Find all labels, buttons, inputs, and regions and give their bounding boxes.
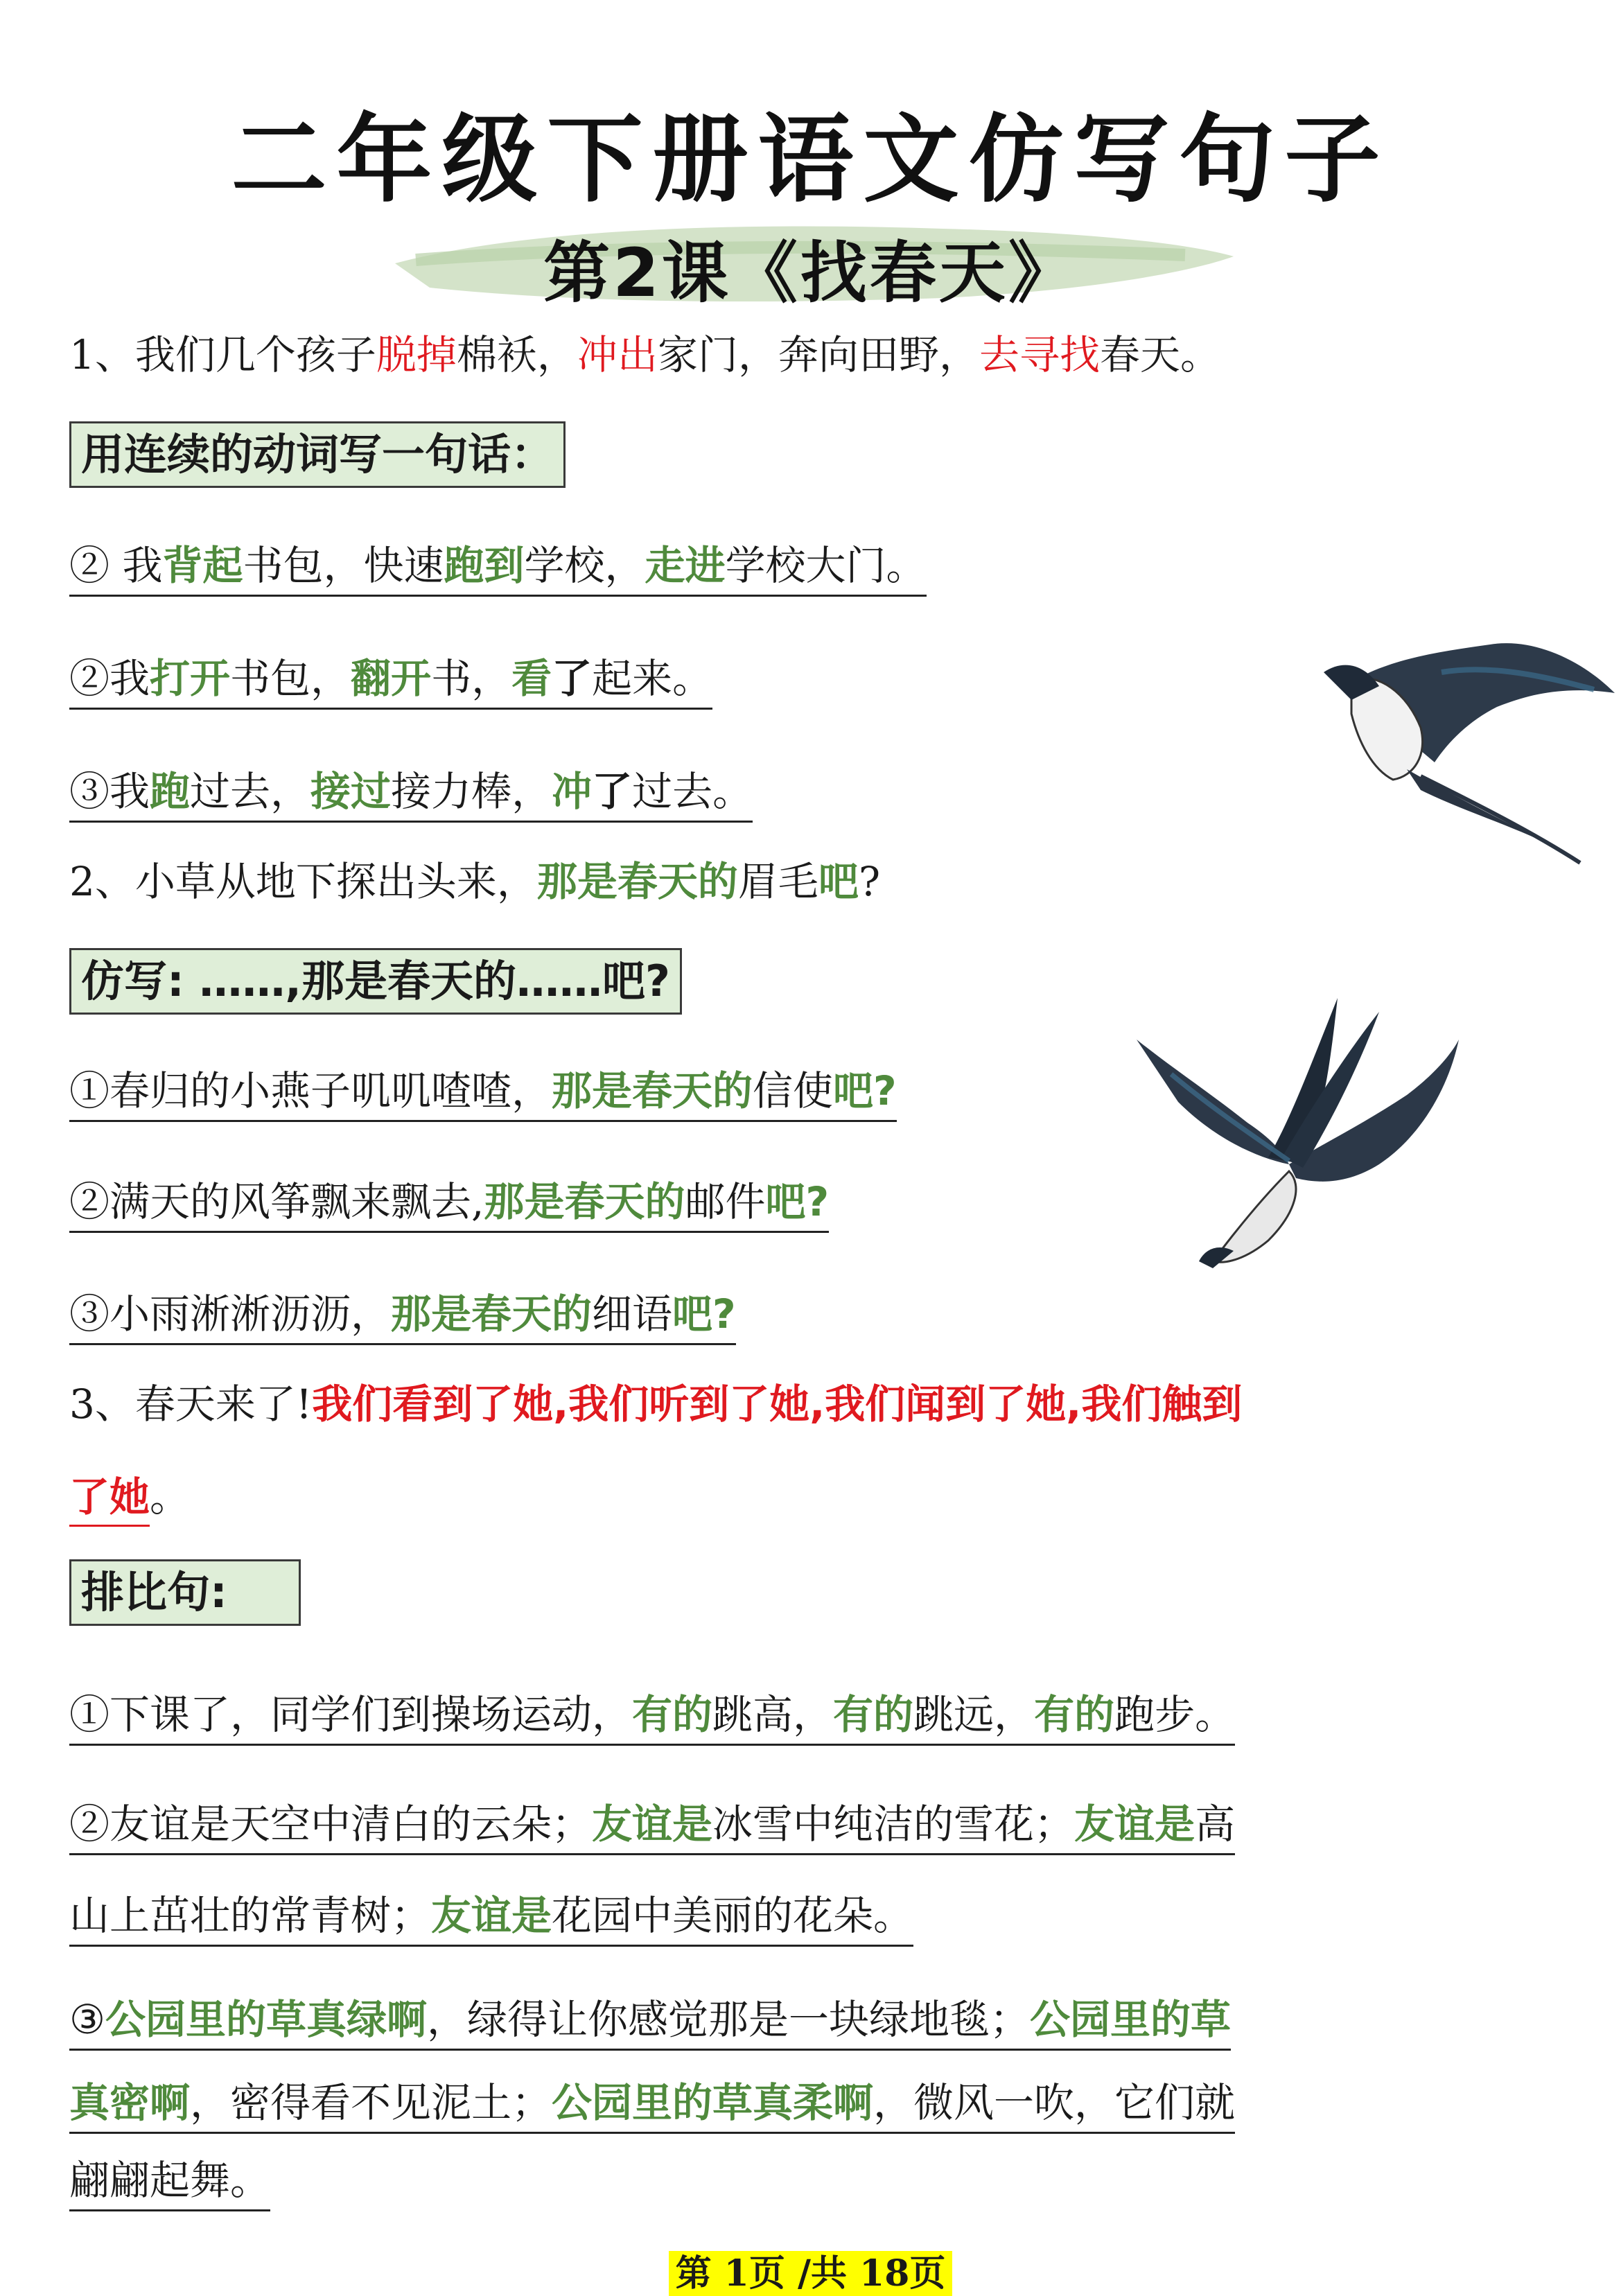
highlight: 那是春天的	[391, 1290, 593, 1338]
swallow-illustration-1	[1303, 631, 1621, 866]
example-1	[69, 542, 927, 597]
text: 1、我们几个孩子	[69, 331, 376, 378]
text: 邮件	[685, 1178, 766, 1225]
text: 山上茁壮的常青树；	[69, 1892, 432, 1939]
text: ②我	[69, 655, 150, 702]
text: ①春归的小燕子叽叽喳喳，	[69, 1067, 552, 1114]
text: 起来。	[592, 655, 713, 702]
verb: 脱掉	[376, 331, 457, 378]
page-title: 二年级下册语文仿写句子	[231, 104, 1390, 216]
task-box-parallelism: 排比句:	[69, 1559, 301, 1626]
text: 跳高，	[712, 1691, 834, 1738]
highlight: 友谊是	[592, 1800, 713, 1848]
highlight: 那是春天的	[484, 1178, 685, 1225]
highlight: 吧?	[833, 1067, 897, 1114]
sentence-1	[69, 331, 1220, 380]
text: 信使	[753, 1067, 834, 1114]
text: ①下课了，同学们到操场运动，	[69, 1691, 633, 1738]
text: 翩翩起舞。	[69, 2157, 271, 2204]
text: 学校大门。	[725, 542, 927, 589]
text: 过去。	[632, 768, 753, 815]
text: 眉毛	[737, 858, 818, 905]
text: 书，	[431, 655, 512, 702]
verb: 跑	[150, 768, 191, 815]
text: ②满天的风筝飘来飘去,	[69, 1178, 484, 1225]
sentence-3-cont	[69, 1473, 190, 1522]
parallel-1	[69, 1691, 1235, 1746]
particle: 了	[592, 768, 633, 815]
text: ③	[69, 1996, 105, 2043]
highlight: 有的	[833, 1691, 914, 1738]
text: 跑步。	[1114, 1691, 1236, 1738]
highlight: 有的	[632, 1691, 713, 1738]
highlight: 吧?	[765, 1178, 830, 1225]
highlight: 吧	[818, 858, 859, 905]
text: 学校，	[524, 542, 645, 589]
text: 跳远，	[913, 1691, 1035, 1738]
verb: 冲出	[577, 331, 658, 378]
text: ③我	[69, 768, 150, 815]
parallel-3-line1	[69, 1996, 1231, 2051]
swallow-illustration-2	[1130, 984, 1462, 1275]
verb: 走进	[645, 542, 726, 589]
highlight: 我们看到了她,我们听到了她,我们闻到了她,我们触到	[312, 1381, 1243, 1428]
text: 书包，快速	[243, 542, 444, 589]
verb: 去寻找	[979, 331, 1100, 378]
parallel-2-line1	[69, 1800, 1235, 1855]
text: 我	[122, 542, 163, 589]
text: ②友谊是天空中清白的云朵；	[69, 1800, 593, 1848]
highlight: 公园里的草真柔啊	[552, 2079, 874, 2126]
text: 花园中美丽的花朵。	[552, 1892, 914, 1939]
text: 仿写: ……,	[81, 956, 301, 1006]
parallel-2-line2	[69, 1892, 913, 1947]
highlight: 友谊是	[1074, 1800, 1195, 1848]
text: 3、春天来了!	[69, 1381, 313, 1428]
text: ，密得看不见泥土；	[190, 2079, 552, 2126]
imitation-2	[69, 1178, 829, 1233]
text: 棉袄，	[456, 331, 577, 378]
verb: 看	[511, 655, 552, 702]
sentence-3	[69, 1381, 1242, 1429]
particle: 了	[552, 655, 593, 702]
example-2	[69, 655, 712, 710]
text: 过去，	[190, 768, 311, 815]
imitation-1	[69, 1067, 897, 1122]
text: 冰雪中纯洁的雪花；	[712, 1800, 1075, 1848]
verb: 跑到	[444, 542, 525, 589]
text: 那是春天的……吧?	[301, 956, 670, 1006]
sentence-2	[69, 858, 880, 906]
text: 细语	[592, 1290, 673, 1338]
highlight: 公园里的草真绿啊	[105, 1996, 428, 2043]
parallel-3-line3	[69, 2157, 270, 2211]
text: 高	[1195, 1800, 1236, 1848]
imitation-3	[69, 1290, 736, 1345]
text: 。	[150, 1473, 191, 1521]
text: ，绿得让你感觉那是一块绿地毯；	[427, 1996, 1031, 2043]
highlight: 友谊是	[431, 1892, 552, 1939]
verb: 背起	[162, 542, 243, 589]
lesson-subtitle: 第2课《找春天》	[543, 234, 1078, 312]
example-3	[69, 768, 753, 823]
highlight: 了她	[69, 1473, 150, 1527]
verb: 打开	[150, 655, 231, 702]
verb: 翻开	[351, 655, 432, 702]
highlight: 吧?	[672, 1290, 736, 1338]
page-footer	[0, 2244, 1621, 2296]
highlight: 那是春天的	[536, 858, 738, 905]
task-box-consecutive-verbs: 用连续的动词写一句话：	[69, 421, 566, 488]
text: ，微风一吹，它们就	[873, 2079, 1236, 2126]
highlight: 有的	[1034, 1691, 1115, 1738]
text: 春天。	[1099, 331, 1220, 378]
text: 接力棒，	[391, 768, 552, 815]
text: ③小雨淅淅沥沥，	[69, 1290, 392, 1338]
text: 家门，奔向田野，	[657, 331, 979, 378]
verb: 冲	[552, 768, 593, 815]
task-box-imitation	[69, 948, 682, 1015]
highlight: 公园里的草	[1030, 1996, 1232, 2043]
parallel-3-line2	[69, 2079, 1235, 2134]
highlight: 真密啊	[69, 2079, 191, 2126]
text: 2、小草从地下探出头来，	[69, 858, 537, 905]
text: ?	[858, 858, 881, 905]
text: 书包，	[230, 655, 351, 702]
verb: 接过	[310, 768, 392, 815]
num: ②	[69, 542, 123, 589]
page-indicator: 第 1页 /共 18页	[669, 2251, 953, 2296]
highlight: 那是春天的	[552, 1067, 753, 1114]
